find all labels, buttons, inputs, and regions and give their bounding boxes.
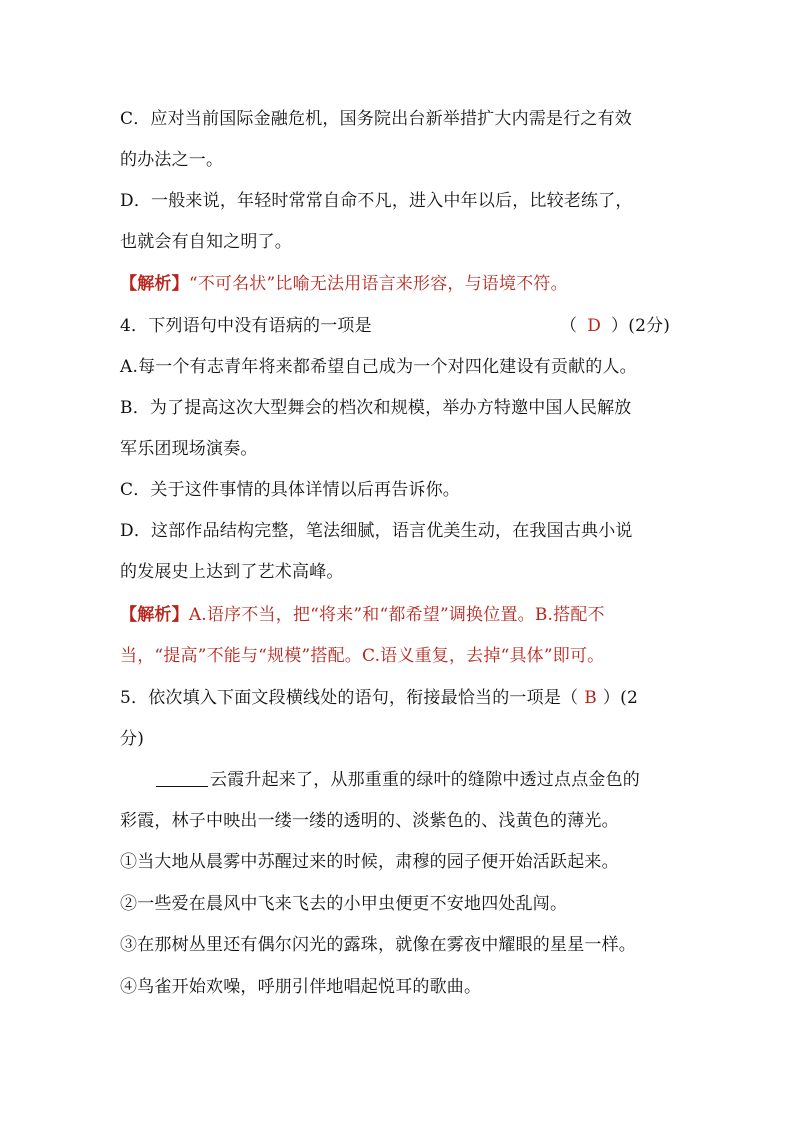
q5-stem-after: ）(2 xyxy=(602,688,638,708)
q4-stem: 4．下列语句中没有语病的一项是 xyxy=(120,316,372,336)
q4-answer-close: ）(2分) xyxy=(611,316,671,336)
q4-answer: D xyxy=(587,316,602,336)
q3-option-d-line1: D．一般来说，年轻时常常自命不凡，进入中年以后，比较老练了， xyxy=(120,191,633,211)
q3-option-d-line2: 也就会有自知之明了。 xyxy=(120,232,292,252)
q5-item-4: ④鸟雀开始欢噪，呼朋引伴地唱起悦耳的歌曲。 xyxy=(120,977,482,997)
q4-option-b-line2: 军乐团现场演奏。 xyxy=(120,439,258,459)
q4-option-c: C．关于这件事情的具体详情以后再告诉你。 xyxy=(120,480,461,500)
q4-option-d-line2: 的发展史上达到了艺术高峰。 xyxy=(120,562,344,582)
q4-option-d-line1: D．这部作品结构完整，笔法细腻，语言优美生动，在我国古典小说 xyxy=(120,521,633,541)
q3-option-c-line1: C．应对当前国际金融危机，国务院出台新举措扩大内需是行之有效 xyxy=(120,109,633,129)
q5-item-1: ①当大地从晨雾中苏醒过来的时候，肃穆的园子便开始活跃起来。 xyxy=(120,852,619,872)
q5-answer: B xyxy=(584,688,597,708)
q3-analysis-tag: 【解析】 xyxy=(120,274,189,294)
q5-stem-before: 5．依次填入下面文段横线处的语句，衔接最恰当的一项是（ xyxy=(120,688,579,708)
q4-option-a: A.每一个有志青年将来都希望自己成为一个对四化建设有贡献的人。 xyxy=(120,357,637,377)
q4-analysis-line2: 当，“提高”不能与“规模”搭配。C.语义重复，去掉“具体”即可。 xyxy=(120,646,605,666)
q4-option-b-line1: B．为了提高这次大型舞会的档次和规模，举办方特邀中国人民解放 xyxy=(120,398,632,418)
q5-stem-line1 xyxy=(120,686,680,710)
q5-item-2: ②一些爱在晨风中飞来飞去的小甲虫便更不安地四处乱闯。 xyxy=(120,894,568,914)
q3-analysis xyxy=(120,272,680,296)
q4-analysis-text-1: A.语序不当，把“将来”和“都希望”调换位置。B.搭配不 xyxy=(188,605,605,625)
q5-item-3: ③在那树丛里还有偶尔闪光的露珠，就像在雾夜中耀眼的星星一样。 xyxy=(120,935,636,955)
q5-passage-text-1: 云霞升起来了，从那重重的绿叶的缝隙中透过点点金色的 xyxy=(210,770,640,790)
q3-option-c-line2: 的办法之一。 xyxy=(120,150,224,170)
q5-stem-line2: 分) xyxy=(120,729,145,749)
q4-stem-line xyxy=(120,314,680,338)
q5-passage-line2: 彩霞，林子中映出一缕一缕的透明的、淡紫色的、浅黄色的薄光。 xyxy=(120,811,619,831)
q4-analysis-tag: 【解析】 xyxy=(120,605,189,625)
fill-in-blank xyxy=(156,770,208,787)
q4-answer-open: （ xyxy=(560,316,578,336)
q5-passage-line1 xyxy=(156,768,716,792)
q4-analysis-line1 xyxy=(120,603,680,627)
q4-answer-group xyxy=(560,314,670,338)
q3-analysis-text: “不可名状”比喻无法用语言来形容，与语境不符。 xyxy=(188,274,568,294)
